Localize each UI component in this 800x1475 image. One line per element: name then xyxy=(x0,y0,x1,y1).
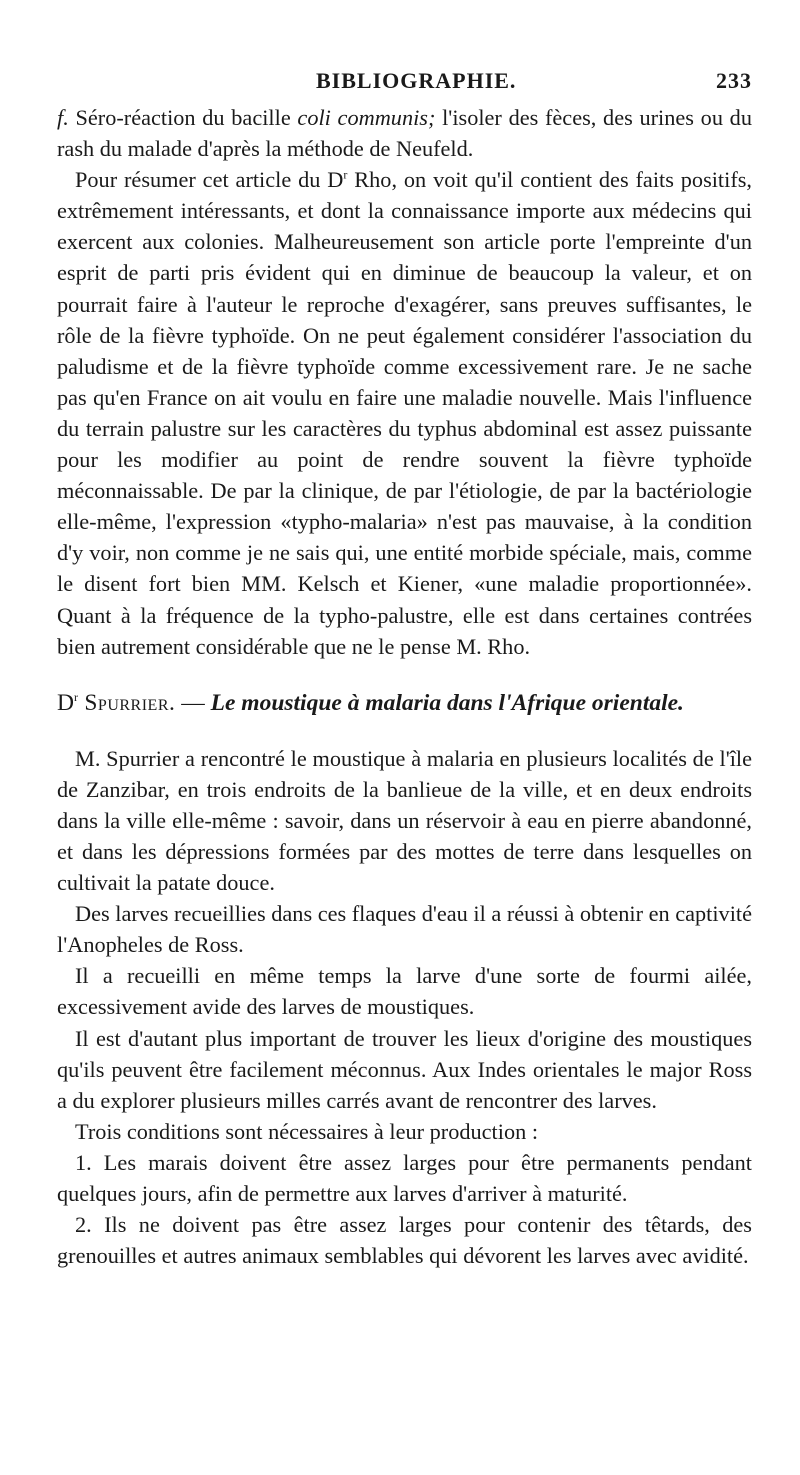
doctor-prefix: D xyxy=(57,689,74,716)
review-text-spurrier xyxy=(57,743,752,1272)
paragraph-5: Trois conditions sont nécessaires à leur production : xyxy=(75,1118,539,1144)
doctor-superscript: r xyxy=(73,689,78,704)
page-number: 233 xyxy=(716,68,752,93)
paragraph-4: Il est d'autant plus important de trouver les lieux d'origine des moustiques qu'ils peuvent être facilement méconnus. Aux Indes orientales le major Ross a du explorer plusieurs milles carrés avant de rencontrer des larves. xyxy=(57,1025,752,1113)
bacillus-name: coli communis; xyxy=(297,105,436,130)
heading-dash: — xyxy=(175,689,211,716)
paragraph-summary xyxy=(57,164,752,662)
paragraph-2: Des larves recueillies dans ces flaques d'eau il a réussi à obtenir en captivité l'Anopheles de Ross. xyxy=(57,901,752,958)
section-heading xyxy=(57,688,752,719)
paragraph-condition-2: 2. Ils ne doivent pas être assez larges pour contenir des têtards, des grenouilles et autres animaux semblables qui dévorent les larves avec avidité. xyxy=(57,1212,752,1269)
item-text-end: l'isoler des fèces, des urines ou du rash du malade d'après la méthode de Neufeld. xyxy=(57,105,752,162)
item-text-start: Séro-réaction du bacille xyxy=(68,105,298,130)
running-head xyxy=(57,68,752,102)
item-letter: f. xyxy=(57,105,69,130)
summary-text-start: Pour résumer cet article du D xyxy=(75,167,344,193)
paragraph-3: Il a recueilli en même temps la larve d'une sorte de fourmi ailée, excessivement avide des larves de moustiques. xyxy=(57,963,752,1020)
summary-text-body: Rho, on voit qu'il contient des faits positifs, extrêmement intéressants, et dont la connaissance importe aux médecins qui exercent aux colonies. Malheureusement son article porte l'empreinte d'un esprit de parti pris évident qui en diminue de beaucoup la valeur, et on pourrait faire à l'auteur le reproche d'exagérer, sans preuves suffisantes, le rôle de la fièvre typhoïde. On ne peut également considérer l'association du paludisme et de la fièvre typhoïde comme excessivement rare. Je ne sache pas qu'en France on ait voulu en faire une maladie nouvelle. Mais l'influence du terrain palustre sur les caractères du typhus abdominal est assez puissante pour les modifier au point de rendre souvent la fièvre typhoïde méconnaissable. De par la clinique, de par l'étiologie, de par la bactériologie elle-même, l'expression «typho-malaria» n'est pas mauvaise, à la condition d'y voir, non comme je ne sais qui, une entité morbide spéciale, mais, comme le disent fort bien MM. Kelsch et Kiener, «une maladie proportionnée». Quant à la fréquence de la typho-palustre, elle est dans certaines contrées bien autrement considérable que ne le pense M. Rho. xyxy=(57,167,753,659)
paragraph-condition-1: 1. Les marais doivent être assez larges pour être permanents pendant quelques jours, afin de permettre aux larves d'arriver à maturité. xyxy=(57,1149,752,1206)
paragraph-1: M. Spurrier a rencontré le moustique à malaria en plusieurs localités de l'île de Zanzibar, en trois endroits de la banlieue de la ville, et en deux endroits dans la ville elle-même : savoir, dans un réservoir à eau en pierre abandonné, et dans les dépressions formées par des mottes de terre dans lesquelles on cultivait la patate douce. xyxy=(57,745,752,896)
author-name: Spurrier. xyxy=(77,689,176,716)
work-title: Le moustique à malaria dans l'Afrique orientale. xyxy=(210,689,684,716)
doctor-abbrev-superscript: r xyxy=(343,167,348,182)
review-text-rho xyxy=(57,102,752,662)
running-title: BIBLIOGRAPHIE. xyxy=(316,68,517,93)
paragraph-item-f xyxy=(57,102,752,164)
